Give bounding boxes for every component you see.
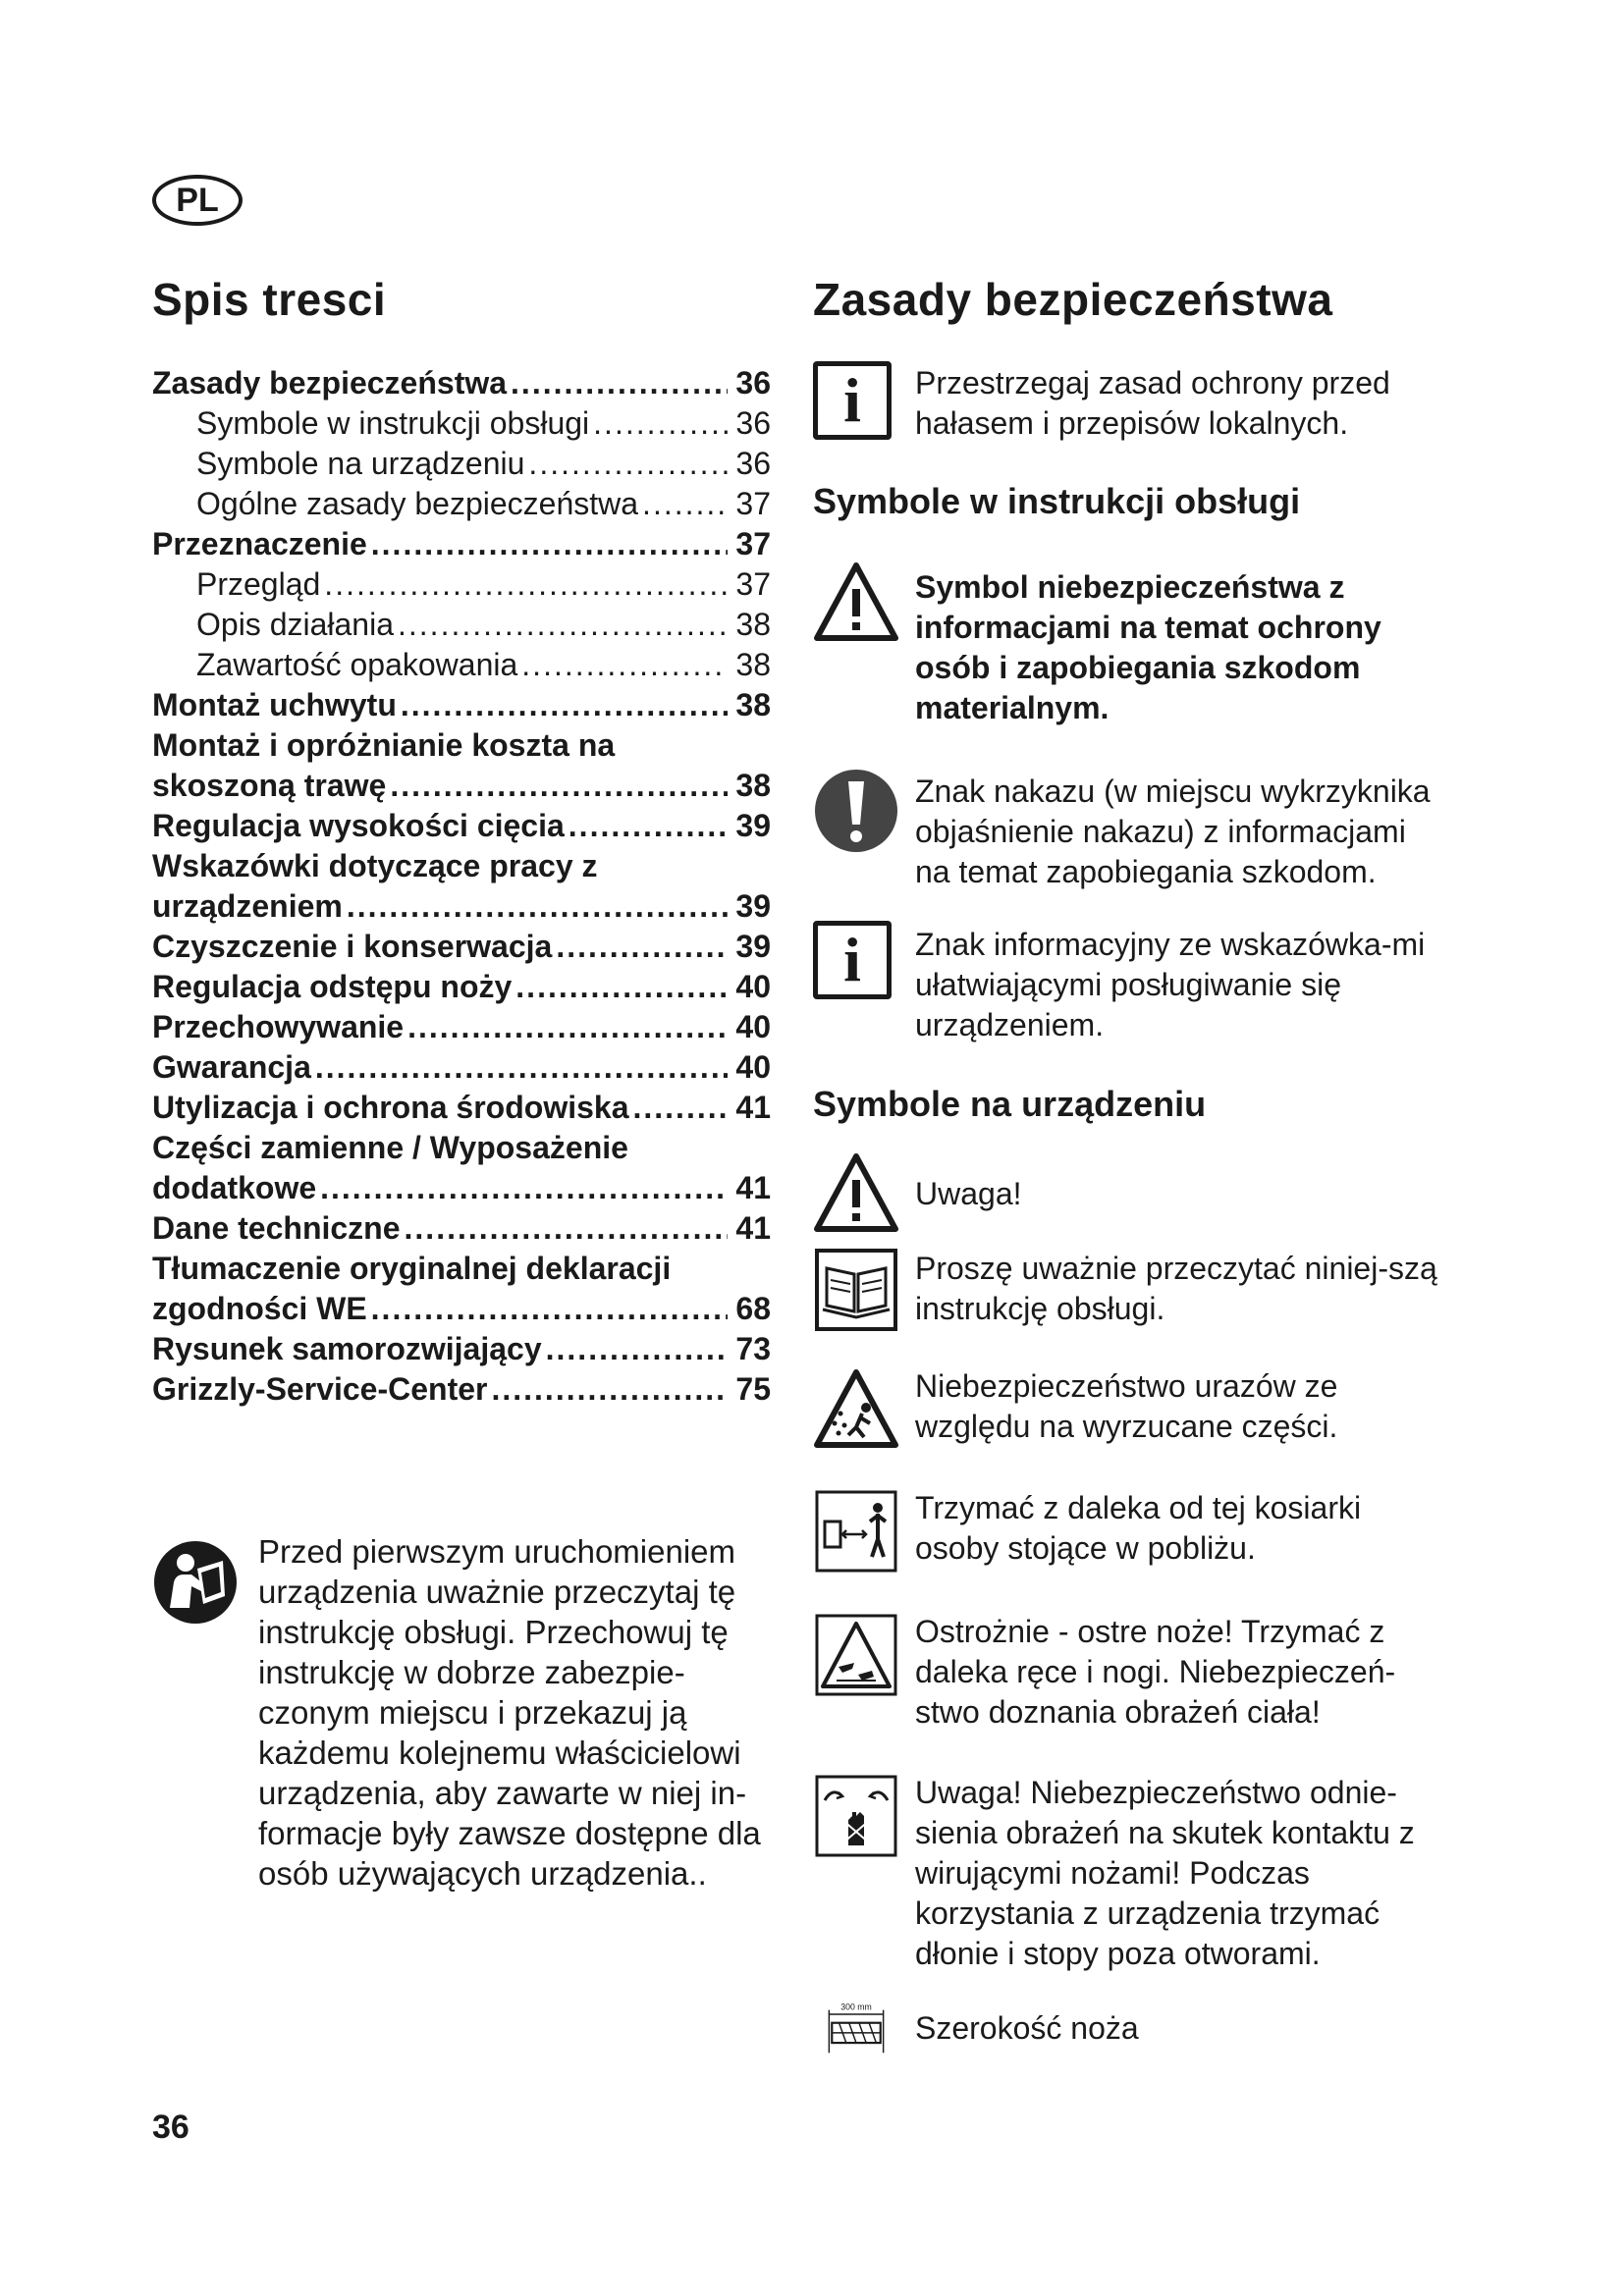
device-symbol-text: Ostrożnie - ostre noże! Trzymać z daleka ręce i nogi. Niebezpieczeń-stwo doznania obrażeń ciała! [915,1614,1396,1730]
blade-width-icon [813,1999,899,2061]
info-sign-icon: i [813,921,899,1007]
toc-entry-label: Montaż uchwytu [152,687,397,722]
toc-entry-label: Opis działania [196,607,394,642]
device-symbol-text: Trzymać z daleka od tej kosiarki osoby stojące w pobliżu. [915,1490,1362,1566]
toc-entry-label: Zasady bezpieczeństwa [152,365,508,400]
toc-entry-page: 38 [735,768,771,803]
toc-entry-page: 41 [735,1210,771,1246]
toc-leader-dots [546,1329,728,1369]
toc-entry [152,1369,771,1410]
read-manual-text: Przed pierwszym uruchomieniem urządzenia uważnie przeczytaj tę instrukcję obsługi. Przechowuj tę instrukcję w dobrze zabezpie-czonym miejscu i przekazuj ją każdemu kolejnemu właścicielowi urządzenia, aby zawarte w niej in-formacje były zawsze dostępne dla osób używających urządzenia.. [258,1533,761,1892]
toc-leader-dots [347,886,728,927]
toc-title: Spis tresci [152,274,387,325]
safety-intro [813,361,1441,450]
toc-leader-dots [521,645,728,685]
toc-entry-label: Dane techniczne [152,1210,401,1246]
toc-entry [152,564,771,605]
warning-triangle-icon [813,1150,899,1237]
toc-entry [152,806,771,846]
rotating-blades-icon [813,1773,899,1859]
toc-entry [152,886,771,927]
toc-leader-dots [568,806,728,846]
toc-leader-dots [405,1208,728,1249]
toc-leader-dots [556,927,728,967]
device-symbol-text: Uwaga! [915,1176,1022,1211]
manual-symbol-row [813,560,1441,726]
toc-entry-page: 38 [735,607,771,642]
toc-entry [152,1249,771,1289]
toc-entry-label: urządzeniem [152,888,343,924]
mandatory-sign-icon [813,768,899,854]
toc-leader-dots [528,444,728,484]
toc-entry [152,725,771,766]
toc-entry-label: Regulacja odstępu noży [152,969,513,1004]
toc-entry-label: Części zamienne / Wyposażenie [152,1130,628,1165]
toc-entry [152,967,771,1007]
toc-entry [152,645,771,685]
toc-leader-dots [390,766,728,806]
toc-entry-label: zgodności WE [152,1291,367,1326]
toc-leader-dots [491,1369,728,1410]
flying-debris-icon [813,1366,899,1453]
toc-leader-dots [324,564,728,605]
toc-entry-label: dodatkowe [152,1170,317,1205]
manual-symbol-row [813,921,1441,1048]
toc-entry [152,1329,771,1369]
toc-leader-dots [593,403,728,444]
manual-symbols-title: Symbole w instrukcji obsługi [813,481,1301,521]
toc-entry [152,1007,771,1047]
toc-entry [152,605,771,645]
toc-entry [152,524,771,564]
read-manual-person-icon [152,1539,239,1626]
toc-entry-page: 41 [735,1090,771,1125]
device-symbol-row [813,1999,1441,2067]
device-symbols-title: Symbole na urządzeniu [813,1084,1207,1124]
device-symbol-text: Szerokość noża [915,2010,1139,2046]
blade-width-label: 300 mm [840,2002,872,2012]
toc-entry [152,1208,771,1249]
toc-entry-page: 36 [735,446,771,481]
toc-entry-label: Przegląd [196,566,321,602]
device-symbol-row [813,1247,1441,1345]
toc-entry-page: 38 [735,687,771,722]
manual-symbol-text: Znak nakazu (w miejscu wykrzyknika objaśnienie nakazu) z informacjami na temat zapobiegania szkodom. [915,774,1431,889]
toc-entry-page: 36 [735,405,771,441]
toc-entry [152,766,771,806]
toc-entry-page: 37 [735,566,771,602]
read-manual-icon [813,1247,899,1333]
toc-leader-dots [632,1088,728,1128]
safety-title: Zasady bezpieczeństwa [813,274,1333,325]
device-symbol-text: Niebezpieczeństwo urazów ze względu na wyrzucane części. [915,1368,1338,1444]
toc-leader-dots [320,1168,728,1208]
toc-leader-dots [371,1289,728,1329]
toc-entry-page: 68 [735,1291,771,1326]
toc-leader-dots [371,524,728,564]
warning-triangle-icon [813,560,899,646]
toc-entry [152,444,771,484]
toc-entry-page: 36 [735,365,771,400]
toc-entry-label: Wskazówki dotyczące pracy z [152,848,598,883]
manual-symbol-text: Znak informacyjny ze wskazówka-mi ułatwiającymi posługiwanie się urządzeniem. [915,927,1426,1042]
toc-leader-dots [511,363,728,403]
toc-entry-page: 38 [735,647,771,682]
manual-symbol-row [813,768,1441,895]
device-symbol-row [813,1773,1441,1979]
toc-entry-label: Symbole na urządzeniu [196,446,525,481]
toc-entry [152,846,771,886]
toc-entry-page: 75 [735,1371,771,1407]
toc-entry-label: Grizzly-Service-Center [152,1371,488,1407]
toc-leader-dots [398,605,728,645]
table-of-contents [152,363,771,1410]
toc-leader-dots [642,484,728,524]
toc-leader-dots [401,685,728,725]
toc-entry-page: 40 [735,1009,771,1044]
toc-entry-label: Montaż i opróżnianie koszta na [152,727,616,763]
toc-entry [152,927,771,967]
toc-entry-label: Rysunek samorozwijający [152,1331,542,1366]
page-number: 36 [152,2109,189,2146]
toc-entry-label: skoszoną trawę [152,768,387,803]
toc-entry-label: Czyszczenie i konserwacja [152,929,553,964]
device-symbol-row [813,1488,1441,1586]
toc-entry-page: 37 [735,526,771,561]
toc-entry-page: 73 [735,1331,771,1366]
toc-entry-label: Ogólne zasady bezpieczeństwa [196,486,639,521]
device-symbol-text: Proszę uważnie przeczytać niniej-szą instrukcję obsługi. [915,1251,1437,1326]
toc-entry [152,685,771,725]
toc-entry-page: 41 [735,1170,771,1205]
toc-entry-page: 40 [735,1049,771,1085]
toc-entry-page: 37 [735,486,771,521]
keep-distance-icon [813,1488,899,1575]
toc-leader-dots [315,1047,728,1088]
toc-entry [152,484,771,524]
toc-entry-label: Utylizacja i ochrona środowiska [152,1090,629,1125]
device-symbol-row [813,1150,1441,1239]
toc-entry-label: Przechowywanie [152,1009,405,1044]
toc-leader-dots [515,967,728,1007]
info-sign-icon: i [813,361,899,448]
toc-entry [152,1289,771,1329]
toc-entry [152,363,771,403]
toc-entry-label: Symbole w instrukcji obsługi [196,405,590,441]
toc-entry-label: Przeznaczenie [152,526,367,561]
safety-intro-text: Przestrzegaj zasad ochrony przed hałasem i przepisów lokalnych. [915,365,1390,441]
toc-entry [152,1088,771,1128]
toc-entry-page: 39 [735,929,771,964]
toc-leader-dots [407,1007,728,1047]
toc-entry [152,1168,771,1208]
toc-entry [152,1047,771,1088]
language-badge: PL [152,175,243,226]
device-symbol-row [813,1366,1441,1465]
toc-entry-page: 39 [735,888,771,924]
toc-entry-page: 40 [735,969,771,1004]
device-symbol-row [813,1612,1441,1739]
toc-entry-label: Regulacja wysokości cięcia [152,808,565,843]
toc-entry-page: 39 [735,808,771,843]
toc-entry [152,1128,771,1168]
sharp-blades-icon [813,1612,899,1698]
toc-entry-label: Zawartość opakowania [196,647,518,682]
toc-entry-label: Gwarancja [152,1049,311,1085]
toc-entry-label: Tłumaczenie oryginalnej deklaracji [152,1251,672,1286]
device-symbol-text: Uwaga! Niebezpieczeństwo odnie-sienia obrażeń na skutek kontaktu z wirującymi nożami! Podczas korzystania z urządzenia trzymać dłonie i stopy poza otworami. [915,1775,1415,1971]
manual-symbol-text: Symbol niebezpieczeństwa z informacjami na temat ochrony osób i zapobiegania szkodom materialnym. [915,569,1381,725]
toc-entry [152,403,771,444]
